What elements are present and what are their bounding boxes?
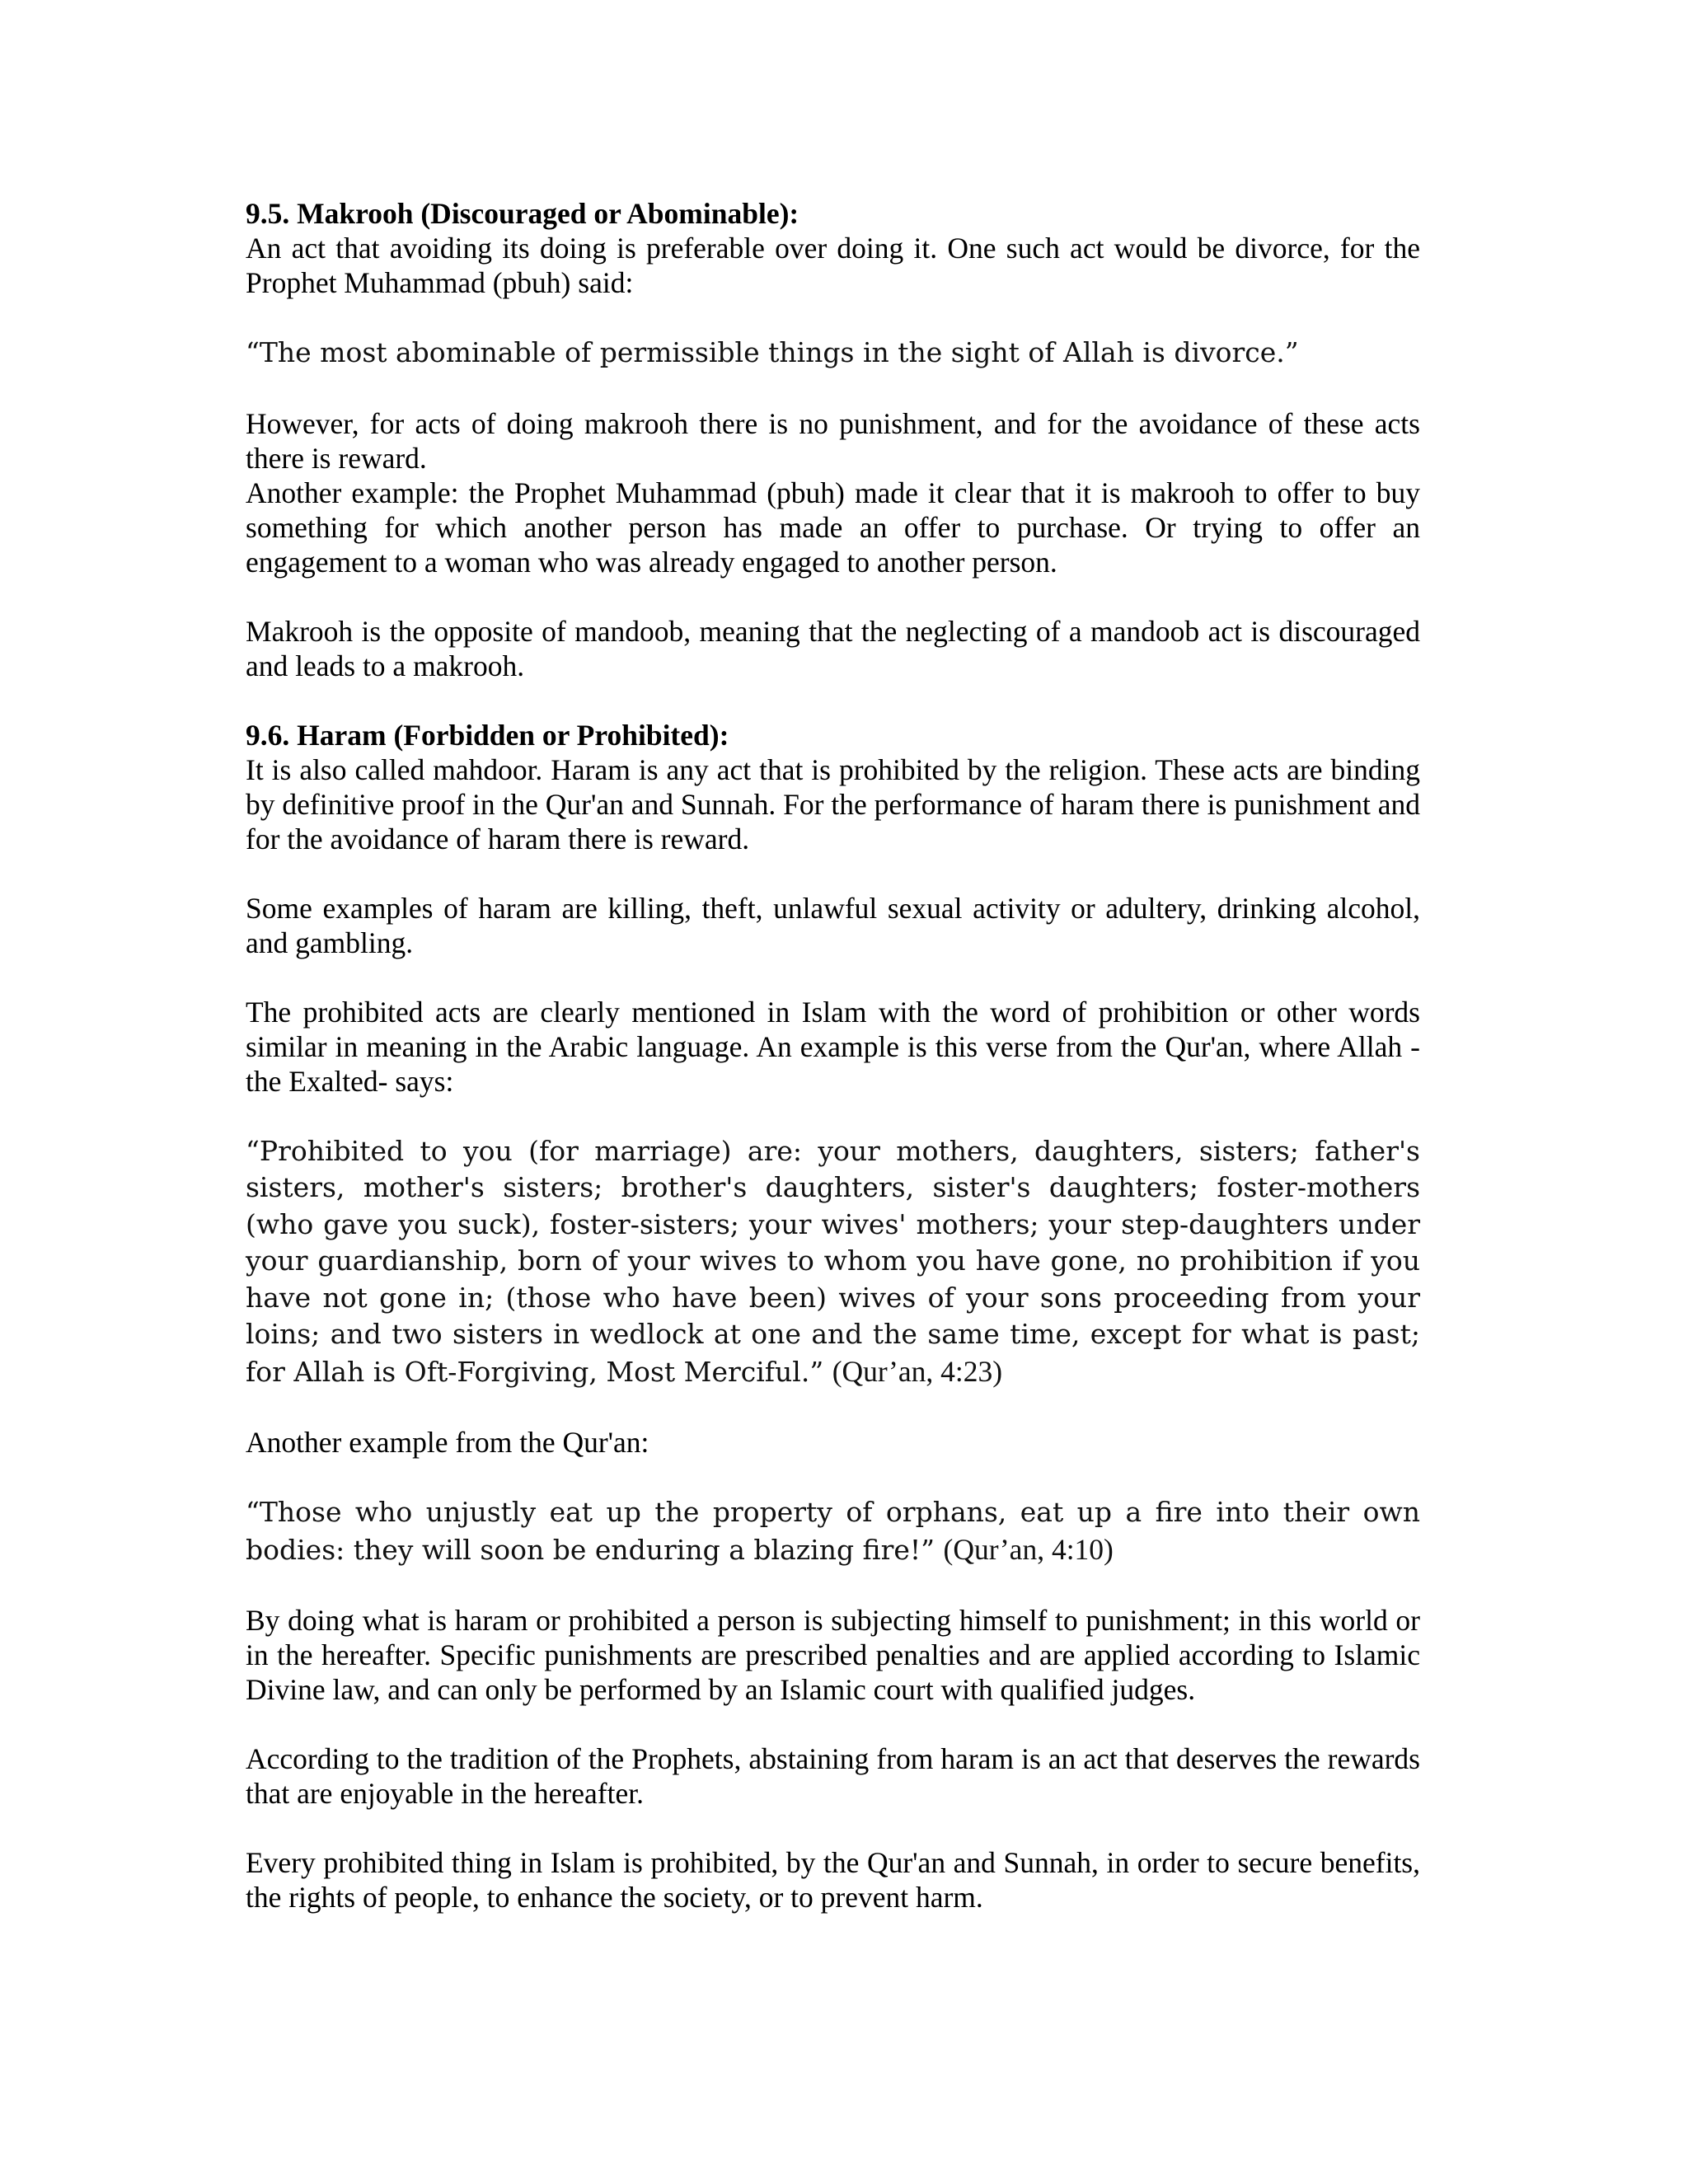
haram-mentioned-paragraph: The prohibited acts are clearly mentioned in Islam with the word of prohibition or other words similar in meaning in the Arabic language. An example is this verse from the Qur'an, where Allah -the Exalted- says: [246, 995, 1420, 1098]
quran-quote-4-10-text: “Those who unjustly eat up the property of orphans, eat up a fire into their own bodies: they will soon be enduring a blazing fire!” [246, 1496, 1420, 1566]
document-page [246, 196, 1420, 1915]
makrooh-example-paragraph: Another example: the Prophet Muhammad (pbuh) made it clear that it is makrooh to offer to buy something for which another person has made an offer to purchase. Or trying to offer an engagement to a woman who was already engaged to another person. [246, 476, 1420, 579]
quran-cite-4-23: (Qur’an, 4:23) [832, 1354, 1003, 1388]
haram-examples-paragraph: Some examples of haram are killing, theft, unlawful sexual activity or adultery, drinking alcohol, and gambling. [246, 891, 1420, 959]
haram-punishment-paragraph: By doing what is haram or prohibited a person is subjecting himself to punishment; in this world or in the hereafter. Specific punishments are prescribed penalties and are applied according to Islamic Divine law, and can only be performed by an Islamic court with qualified judges. [246, 1604, 1420, 1706]
section-heading-makrooh: 9.5. Makrooh (Discouraged or Abominable): [246, 197, 799, 230]
quran-quote-4-23-text: “Prohibited to you (for marriage) are: your mothers, daughters, sisters; father's sisters, mother's sisters; brother's daughters, sister's daughters; foster-mothers (who gave you suck), foster-sisters; your wives' mothers; your step-daughters under your guardianship, born of your wives to whom you have gone, no prohibition if you have not gone in; (those who have been) wives of your sons proceeding from your loins; and two sisters in wedlock at one and the same time, except for what is past; for Allah is Oft-Forgiving, Most Merciful.” [246, 1134, 1420, 1388]
haram-tradition-paragraph: According to the tradition of the Prophets, abstaining from haram is an act that deserves the rewards that are enjoyable in the hereafter. [246, 1742, 1420, 1810]
haram-benefits-paragraph: Every prohibited thing in Islam is prohibited, by the Qur'an and Sunnah, in order to secure benefits, the rights of people, to enhance the society, or to prevent harm. [246, 1846, 1420, 1914]
quran-cite-4-10: (Qur’an, 4:10) [943, 1532, 1114, 1566]
makrooh-punishment-paragraph: However, for acts of doing makrooh there is no punishment, and for the avoidance of these acts there is reward. [246, 406, 1420, 475]
quran-quote-4-10 [246, 1494, 1420, 1568]
another-example-paragraph: Another example from the Qur'an: [246, 1426, 649, 1459]
haram-intro-paragraph: It is also called mahdoor. Haram is any act that is prohibited by the religion. These acts are binding by definitive proof in the Qur'an and Sunnah. For the performance of haram there is punishment and for the avoidance of haram there is reward. [246, 752, 1421, 855]
makrooh-intro-paragraph: An act that avoiding its doing is preferable over doing it. One such act would be divorce, for the Prophet Muhammad (pbuh) said: [246, 232, 1420, 299]
quran-quote-4-23 [246, 1133, 1420, 1391]
divorce-hadith-quote: “The most abominable of permissible things in the sight of Allah is divorce.” [246, 336, 1299, 368]
section-heading-haram: 9.6. Haram (Forbidden or Prohibited): [246, 718, 729, 752]
makrooh-opposite-paragraph: Makrooh is the opposite of mandoob, meaning that the neglecting of a mandoob act is discouraged and leads to a makrooh. [246, 614, 1420, 682]
